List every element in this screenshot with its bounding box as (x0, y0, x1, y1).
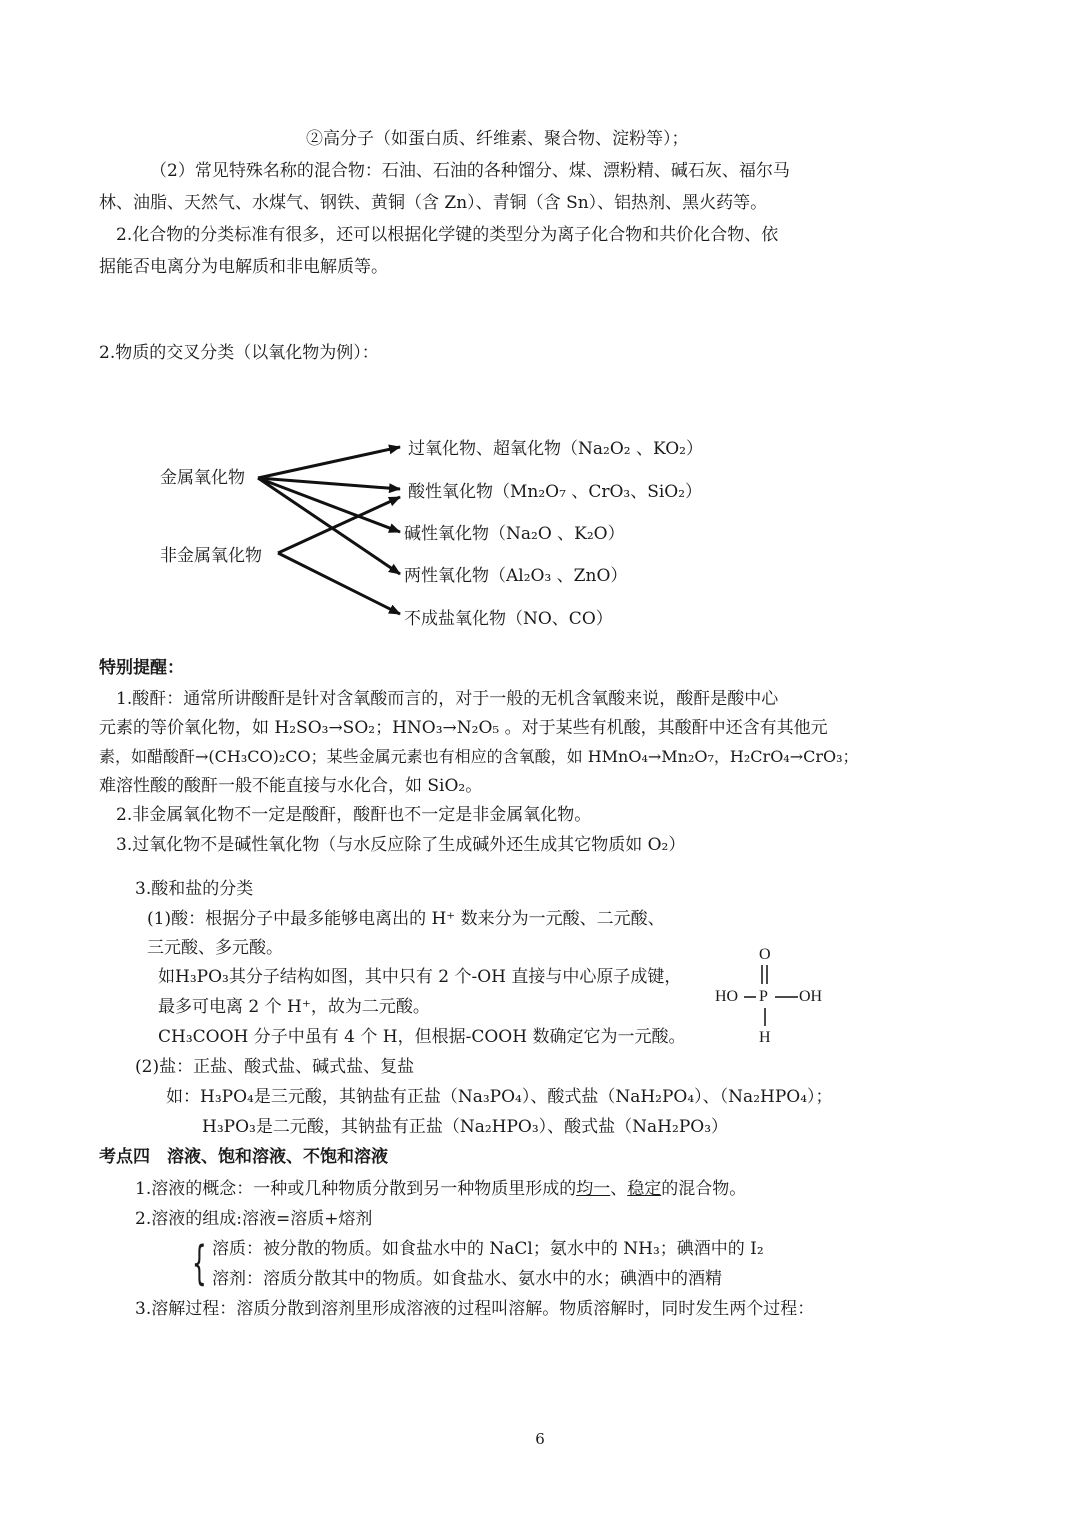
atom-label: OH (799, 988, 823, 1005)
text-line: CH₃COOH 分子中虽有 4 个 H，但根据-COOH 数确定它为一元酸。 (158, 1027, 686, 1047)
text-line: 如H₃PO₃其分子结构如图，其中只有 2 个-OH 直接与中心原子成键， (158, 967, 682, 987)
text-line: 2.溶液的组成:溶液=溶质+熔剂 (135, 1209, 373, 1229)
underlined-term: 稳定 (627, 1179, 662, 1199)
diagram-left-label: 非金属氧化物 (160, 546, 262, 566)
diagram-right-label: 酸性氧化物（Mn₂O₇ 、CrO₃、SiO₂） (408, 482, 703, 502)
text-line: (1)酸：根据分子中最多能够电离出的 H⁺ 数来分为一元酸、二元酸、 (147, 909, 665, 929)
section-heading: 特别提醒： (99, 658, 184, 678)
diagram-right-label: 碱性氧化物（Na₂O 、K₂O） (404, 524, 625, 544)
page-number: 6 (535, 1430, 545, 1448)
text-span: 的混合物。 (661, 1179, 747, 1199)
text-line: 难溶性酸的酸酐一般不能直接与水化合，如 SiO₂。 (99, 776, 483, 796)
text-line: 2.非金属氧化物不一定是酸酐，酸酐也不一定是非金属氧化物。 (116, 805, 592, 825)
text-line: 如：H₃PO₄是三元酸，其钠盐有正盐（Na₃PO₄）、酸式盐（NaH₂PO₄）、（Na₂HPO₄）； (166, 1087, 833, 1107)
text-line: 元素的等价氧化物，如 H₂SO₃→SO₂；HNO₃→N₂O₅ 。对于某些有机酸，其酸酐中还含有其他元 (99, 718, 828, 738)
atom-label: P (759, 988, 768, 1005)
diagram-right-label: 两性氧化物（Al₂O₃ 、ZnO） (404, 566, 628, 586)
atom-label: O (759, 946, 771, 963)
diagram-left-label: 金属氧化物 (160, 468, 245, 488)
diagram-right-label: 过氧化物、超氧化物（Na₂O₂ 、KO₂） (408, 439, 703, 459)
text-span: 1.溶液的概念：一种或几种物质分散到另一种物质里形成的 (135, 1179, 577, 1199)
text-line: 据能否电离分为电解质和非电解质等。 (99, 257, 388, 277)
section-heading: 考点四 溶液、饱和溶液、不饱和溶液 (99, 1147, 388, 1167)
text-line: 3.过氧化物不是碱性氧化物（与水反应除了生成碱外还生成其它物质如 O₂） (116, 835, 686, 855)
text-line: 3.溶解过程：溶质分散到溶剂里形成溶液的过程叫溶解。物质溶解时，同时发生两个过程： (135, 1299, 815, 1319)
text-line: 林、油脂、天然气、水煤气、钢铁、黄铜（含 Zn）、青铜（含 Sn）、铝热剂、黑火药等。 (99, 193, 768, 213)
text-line: H₃PO₃是二元酸，其钠盐有正盐（Na₂HPO₃）、酸式盐（NaH₂PO₃） (202, 1117, 729, 1137)
underlined-term: 均一 (576, 1179, 611, 1199)
atom-label: H (759, 1029, 771, 1046)
text-line: 素，如醋酸酐→(CH₃CO)₂CO；某些金属元素也有相应的含氧酸，如 HMnO₄→Mn₂O₇，H₂CrO₄→CrO₃； (99, 747, 859, 766)
text-line: 1.酸酐：通常所讲酸酐是针对含氧酸而言的，对于一般的无机含氧酸来说，酸酐是酸中心 (116, 689, 779, 709)
text-line: 2.化合物的分类标准有很多，还可以根据化学键的类型分为离子化合物和共价化合物、依 (116, 225, 779, 245)
diagram-right-label: 不成盐氧化物（NO、CO） (404, 609, 613, 629)
text-line: 最多可电离 2 个 H⁺，故为二元酸。 (158, 997, 430, 1017)
text-line: （2）常见特殊名称的混合物：石油、石油的各种馏分、煤、漂粉精、碱石灰、福尔马 (150, 161, 790, 181)
text-line: (2)盐：正盐、酸式盐、碱式盐、复盐 (135, 1057, 415, 1077)
text-span: 、 (610, 1179, 628, 1199)
section-heading: 2.物质的交叉分类（以氧化物为例）： (99, 343, 379, 363)
atom-label: HO (715, 988, 739, 1005)
text-line: ②高分子（如蛋白质、纤维素、聚合物、淀粉等）； (306, 129, 689, 149)
text-line: 溶剂：溶质分散其中的物质。如食盐水、氨水中的水；碘酒中的酒精 (212, 1269, 722, 1289)
brace-icon: { (192, 1236, 207, 1290)
text-line: 溶质：被分散的物质。如食盐水中的 NaCl；氨水中的 NH₃；碘酒中的 I₂ (212, 1239, 764, 1259)
text-line: 三元酸、多元酸。 (147, 938, 283, 958)
text-line (135, 1178, 746, 1200)
section-heading: 3.酸和盐的分类 (135, 879, 254, 899)
